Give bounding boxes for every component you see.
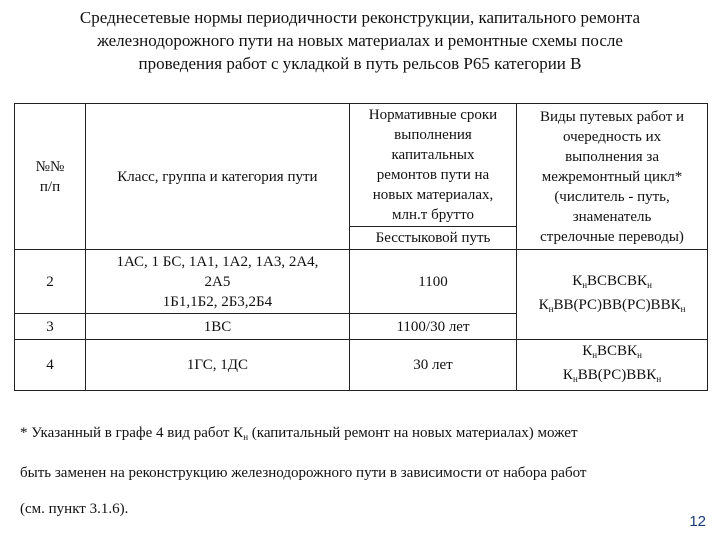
footnote: [20, 415, 710, 527]
footnote-line: * Указанный в графе 4 вид работ $К_н$ (капитальный ремонт на новых материалах) может: [20, 425, 578, 442]
row-norm-cell: 1100: [349, 250, 516, 314]
header-kinds-line: очередность их: [562, 128, 662, 145]
title-line: Среднесетевые нормы периодичности реконструкции, капитального ремонта: [79, 8, 641, 27]
document-title: [0, 6, 720, 75]
page-number: 12: [689, 513, 706, 530]
header-norm-line: капитальных: [391, 147, 475, 163]
norms-table: [14, 103, 708, 391]
footnote-line: быть заменен на реконструкцию железнодорожного пути в зависимости от набора работ: [20, 465, 587, 481]
header-kinds-line: стрелочные переводы): [540, 228, 684, 245]
scheme-denominator: $К_нВВ(РС)ВВ(РС)ВВК_н$: [538, 296, 686, 314]
header-norm-cell: [349, 104, 516, 227]
row-num-cell: 4: [15, 340, 86, 391]
row-class-line: 1Б1,1Б2, 2Б3,2Б4: [162, 293, 273, 310]
header-norm-line: Нормативные сроки: [368, 107, 498, 123]
title-line: проведения работ с укладкой в путь рельсов Р65 категории В: [138, 54, 582, 73]
row-norm-cell: 30 лет: [349, 340, 516, 391]
row-class-line: 1АС, 1 БС, 1А1, 1А2, 1А3, 2А4,: [116, 253, 319, 270]
row-num-cell: 2: [15, 250, 86, 314]
row-class-cell: [85, 250, 349, 314]
header-norm-sub-cell: Бесстыковой путь: [349, 227, 516, 250]
row-scheme-cell: [517, 250, 708, 340]
header-norm-line: ремонтов пути на: [376, 167, 490, 183]
header-kinds-line: межремонтный цикл*: [541, 168, 683, 185]
header-norm-line: новых материалах,: [372, 187, 494, 203]
table-row: [15, 340, 708, 391]
row-class-cell: 1ГС, 1ДС: [85, 340, 349, 391]
title-line: железнодорожного пути на новых материалах и ремонтные схемы после: [97, 31, 623, 50]
header-num-cell: [15, 104, 86, 250]
row-num-cell: 3: [15, 314, 86, 340]
header-kinds-cell: [517, 104, 708, 250]
header-kinds-line: выполнения за: [565, 148, 660, 165]
row-class-line: 2А5: [204, 273, 231, 290]
scheme-numerator: $К_нВСВСВК_н$: [572, 272, 652, 290]
row-class-cell: 1ВС: [85, 314, 349, 340]
header-class-cell: Класс, группа и категория пути: [85, 104, 349, 250]
header-kinds-line: знаменатель: [572, 208, 652, 225]
header-num-line: №№: [35, 158, 65, 175]
footnote-line: (см. пункт 3.1.6).: [20, 501, 129, 517]
row-norm-cell: 1100/30 лет: [349, 314, 516, 340]
header-kinds-line: (числитель - путь,: [554, 188, 670, 205]
table-header-row: [15, 104, 708, 227]
scheme-numerator: $К_нВСВК_н$: [582, 343, 642, 360]
header-norm-line: млн.т брутто: [392, 207, 474, 223]
header-kinds-line: Виды путевых работ и: [540, 108, 685, 125]
row-scheme-cell: [517, 340, 708, 391]
table-row: [15, 250, 708, 314]
header-norm-line: выполнения: [394, 127, 472, 143]
header-num-line: п/п: [39, 178, 61, 195]
scheme-denominator: $К_нВВ(РС)ВВК_н$: [562, 367, 662, 384]
